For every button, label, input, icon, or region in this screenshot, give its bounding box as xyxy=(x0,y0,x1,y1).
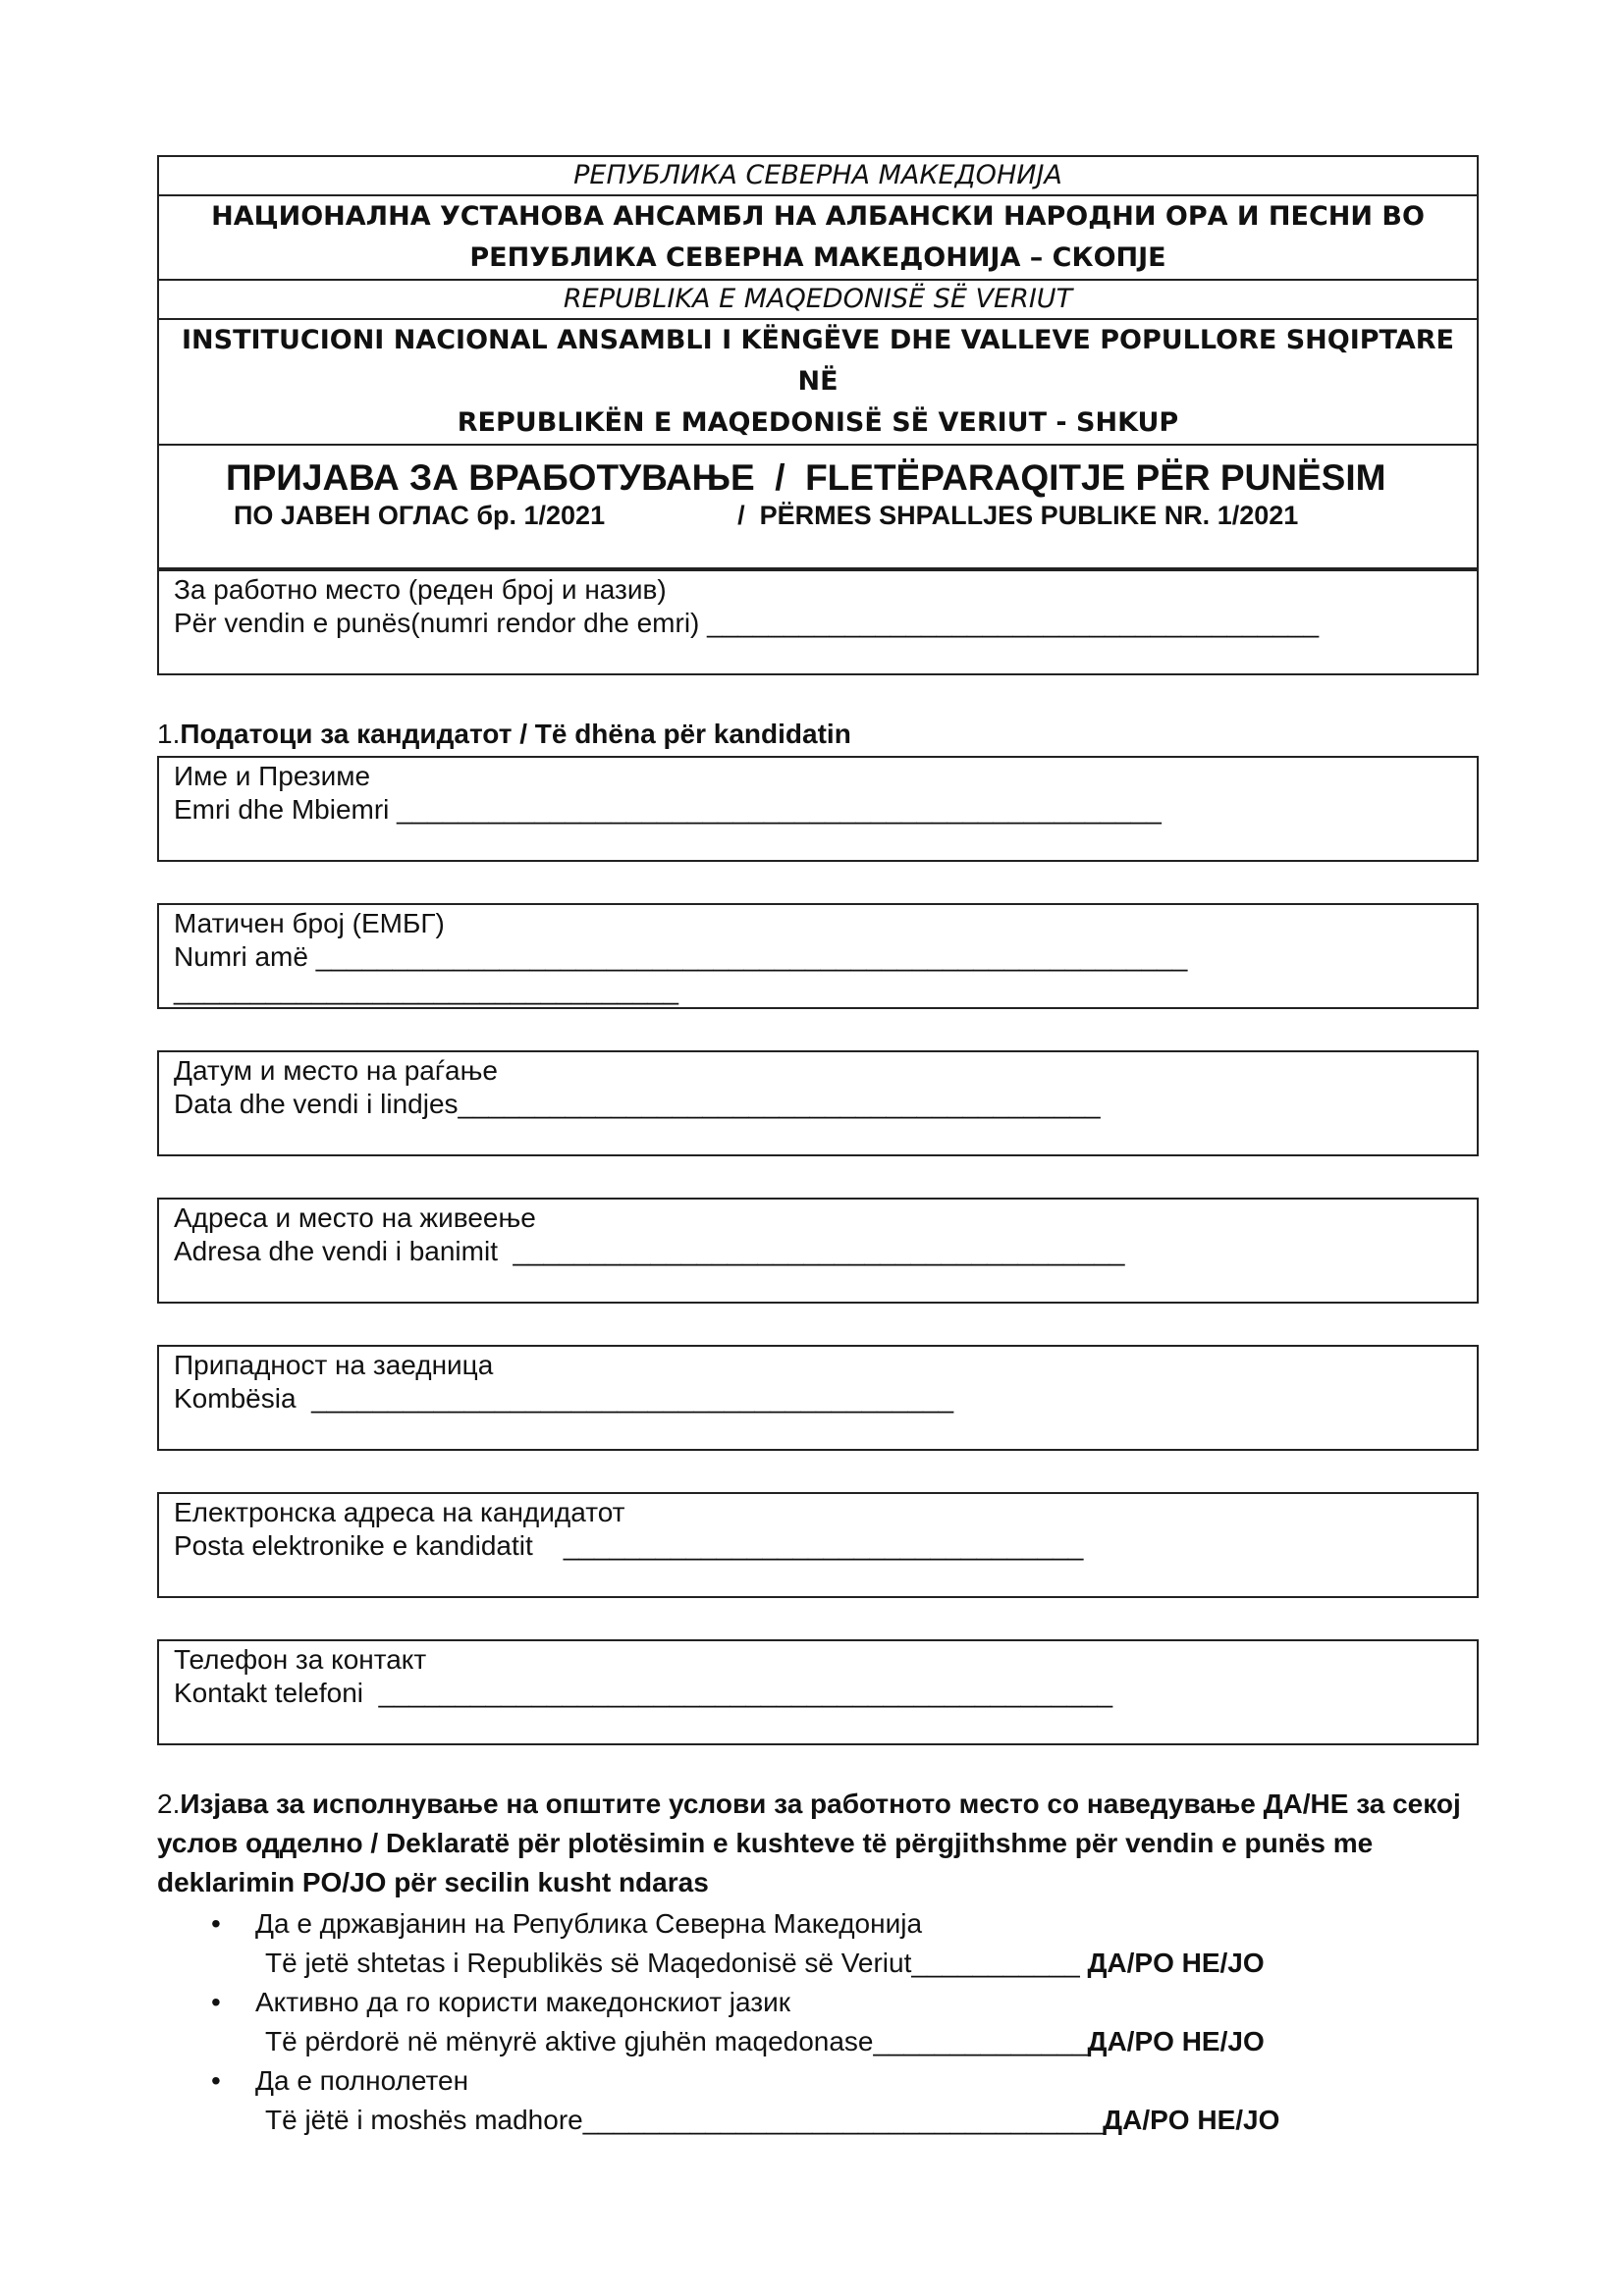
field-label-sq: Posta elektronike e kandidatit __________________________________ xyxy=(174,1530,1084,1561)
section-2-title: Изјава за исполнување на општите услови за работното место со наведување ДА/НЕ за секој услов одделно / Deklaratë për plotësimin e kushteve të përgjithshme për vendin e punës me deklarimin PO/JO për secilin kusht ndaras xyxy=(157,1789,1461,1897)
yes-no-choice[interactable]: ДА/PO НЕ/JO xyxy=(1087,2026,1265,2056)
condition-mk: Активно да го користи македонскиот јазик xyxy=(255,1987,791,2017)
field-label-mk: Припадност на заедница xyxy=(174,1350,494,1380)
condition-item xyxy=(211,2061,1279,2140)
field-extra-line: _________________________________ xyxy=(174,975,678,1005)
field-label-mk: Име и Презиме xyxy=(174,761,371,791)
position-label-sq: Për vendin e punës(numri rendor dhe emri) ________________________________________ xyxy=(174,608,1320,638)
institution-name-sq-line2: REPUBLIKËN E MAQEDONISË SË VERIUT - SHKUP xyxy=(457,407,1179,438)
country-name-mk: РЕПУБЛИКА СЕВЕРНА МАКЕДОНИЈА xyxy=(159,157,1477,196)
field-label-sq: Emri dhe Mbiemri __________________________________________________ xyxy=(174,794,1162,825)
condition-mk: Да е полнолетен xyxy=(255,2065,469,2096)
yes-no-choice[interactable]: ДА/PO НЕ/JO xyxy=(1103,2105,1280,2135)
section-1-number: 1. xyxy=(157,719,181,749)
section-2-number: 2. xyxy=(157,1789,181,1819)
condition-sq: Të jetë shtetas i Republikës së Maqedonisë së Veriut___________ xyxy=(265,1948,1088,1978)
bullet-icon: • xyxy=(211,2065,221,2096)
yes-no-choice[interactable]: ДА/PO НЕ/JO xyxy=(1087,1948,1265,1978)
bullet-icon: • xyxy=(211,1987,221,2017)
institution-name-mk xyxy=(159,196,1477,281)
condition-item xyxy=(211,1904,1279,1983)
section-1-title: Податоци за кандидатот / Të dhëna për kandidatin xyxy=(180,719,851,749)
field-label-sq: Kontakt telefoni ________________________________________________ xyxy=(174,1678,1113,1708)
field-label-mk: Матичен број (ЕМБГ) xyxy=(174,908,445,938)
position-field[interactable] xyxy=(157,569,1479,675)
institution-name-mk-line2: РЕПУБЛИКА СЕВЕРНА МАКЕДОНИЈА – СКОПЈЕ xyxy=(469,242,1166,273)
field-label-sq: Data dhe vendi i lindjes__________________________________________ xyxy=(174,1089,1101,1119)
condition-sq: Të jëtë i moshës madhore__________________________________ xyxy=(265,2105,1104,2135)
institution-name-mk-line1: НАЦИОНАЛНА УСТАНОВА АНСАМБЛ НА АЛБАНСКИ НАРОДНИ ОРА И ПЕСНИ ВО xyxy=(211,201,1425,232)
conditions-list xyxy=(211,1904,1279,2140)
form-subtitle: ПО ЈАВЕН ОГЛАС бр. 1/2021 / PËRMES SHPALLJES PUBLIKE NR. 1/2021 xyxy=(234,501,1299,530)
country-name-sq: REPUBLIKA E MAQEDONISË SË VERIUT xyxy=(159,281,1477,320)
personal-id-field[interactable] xyxy=(157,903,1479,1009)
institution-name-sq-line1: INSTITUCIONI NACIONAL ANSAMBLI I KËNGËVE DHE VALLEVE POPULLORE SHQIPTARE NË xyxy=(181,325,1454,397)
field-label-mk: Датум и место на раѓање xyxy=(174,1055,498,1086)
address-field[interactable] xyxy=(157,1198,1479,1304)
community-field[interactable] xyxy=(157,1345,1479,1451)
condition-mk: Да е државјанин на Република Северна Македонија xyxy=(255,1908,923,1939)
birth-date-place-field[interactable] xyxy=(157,1050,1479,1156)
section-1-heading xyxy=(157,715,851,754)
full-name-field[interactable] xyxy=(157,756,1479,862)
form-title-box xyxy=(159,446,1477,567)
field-label-mk: Адреса и место на живеење xyxy=(174,1202,536,1233)
phone-field[interactable] xyxy=(157,1639,1479,1745)
condition-item xyxy=(211,1983,1279,2061)
email-field[interactable] xyxy=(157,1492,1479,1598)
form-title: ПРИЈАВА ЗА ВРАБОТУВАЊЕ / FLETËPARAQITJE PËR PUNËSIM xyxy=(226,457,1386,498)
institution-name-sq xyxy=(159,320,1477,446)
position-label-mk: За работно место (реден број и назив) xyxy=(174,574,667,605)
field-label-sq: Adresa dhe vendi i banimit ________________________________________ xyxy=(174,1236,1125,1266)
bullet-icon: • xyxy=(211,1908,221,1939)
form-header xyxy=(157,155,1479,569)
condition-sq: Të përdorë në mënyrë aktive gjuhën maqedonase______________ xyxy=(265,2026,1088,2056)
field-label-mk: Електронска адреса на кандидатот xyxy=(174,1497,625,1527)
field-label-sq: Kombësia __________________________________________ xyxy=(174,1383,954,1414)
field-label-mk: Телефон за контакт xyxy=(174,1644,427,1675)
section-2-heading xyxy=(157,1785,1483,1902)
field-label-sq: Numri amë _________________________________________________________ xyxy=(174,941,1188,972)
